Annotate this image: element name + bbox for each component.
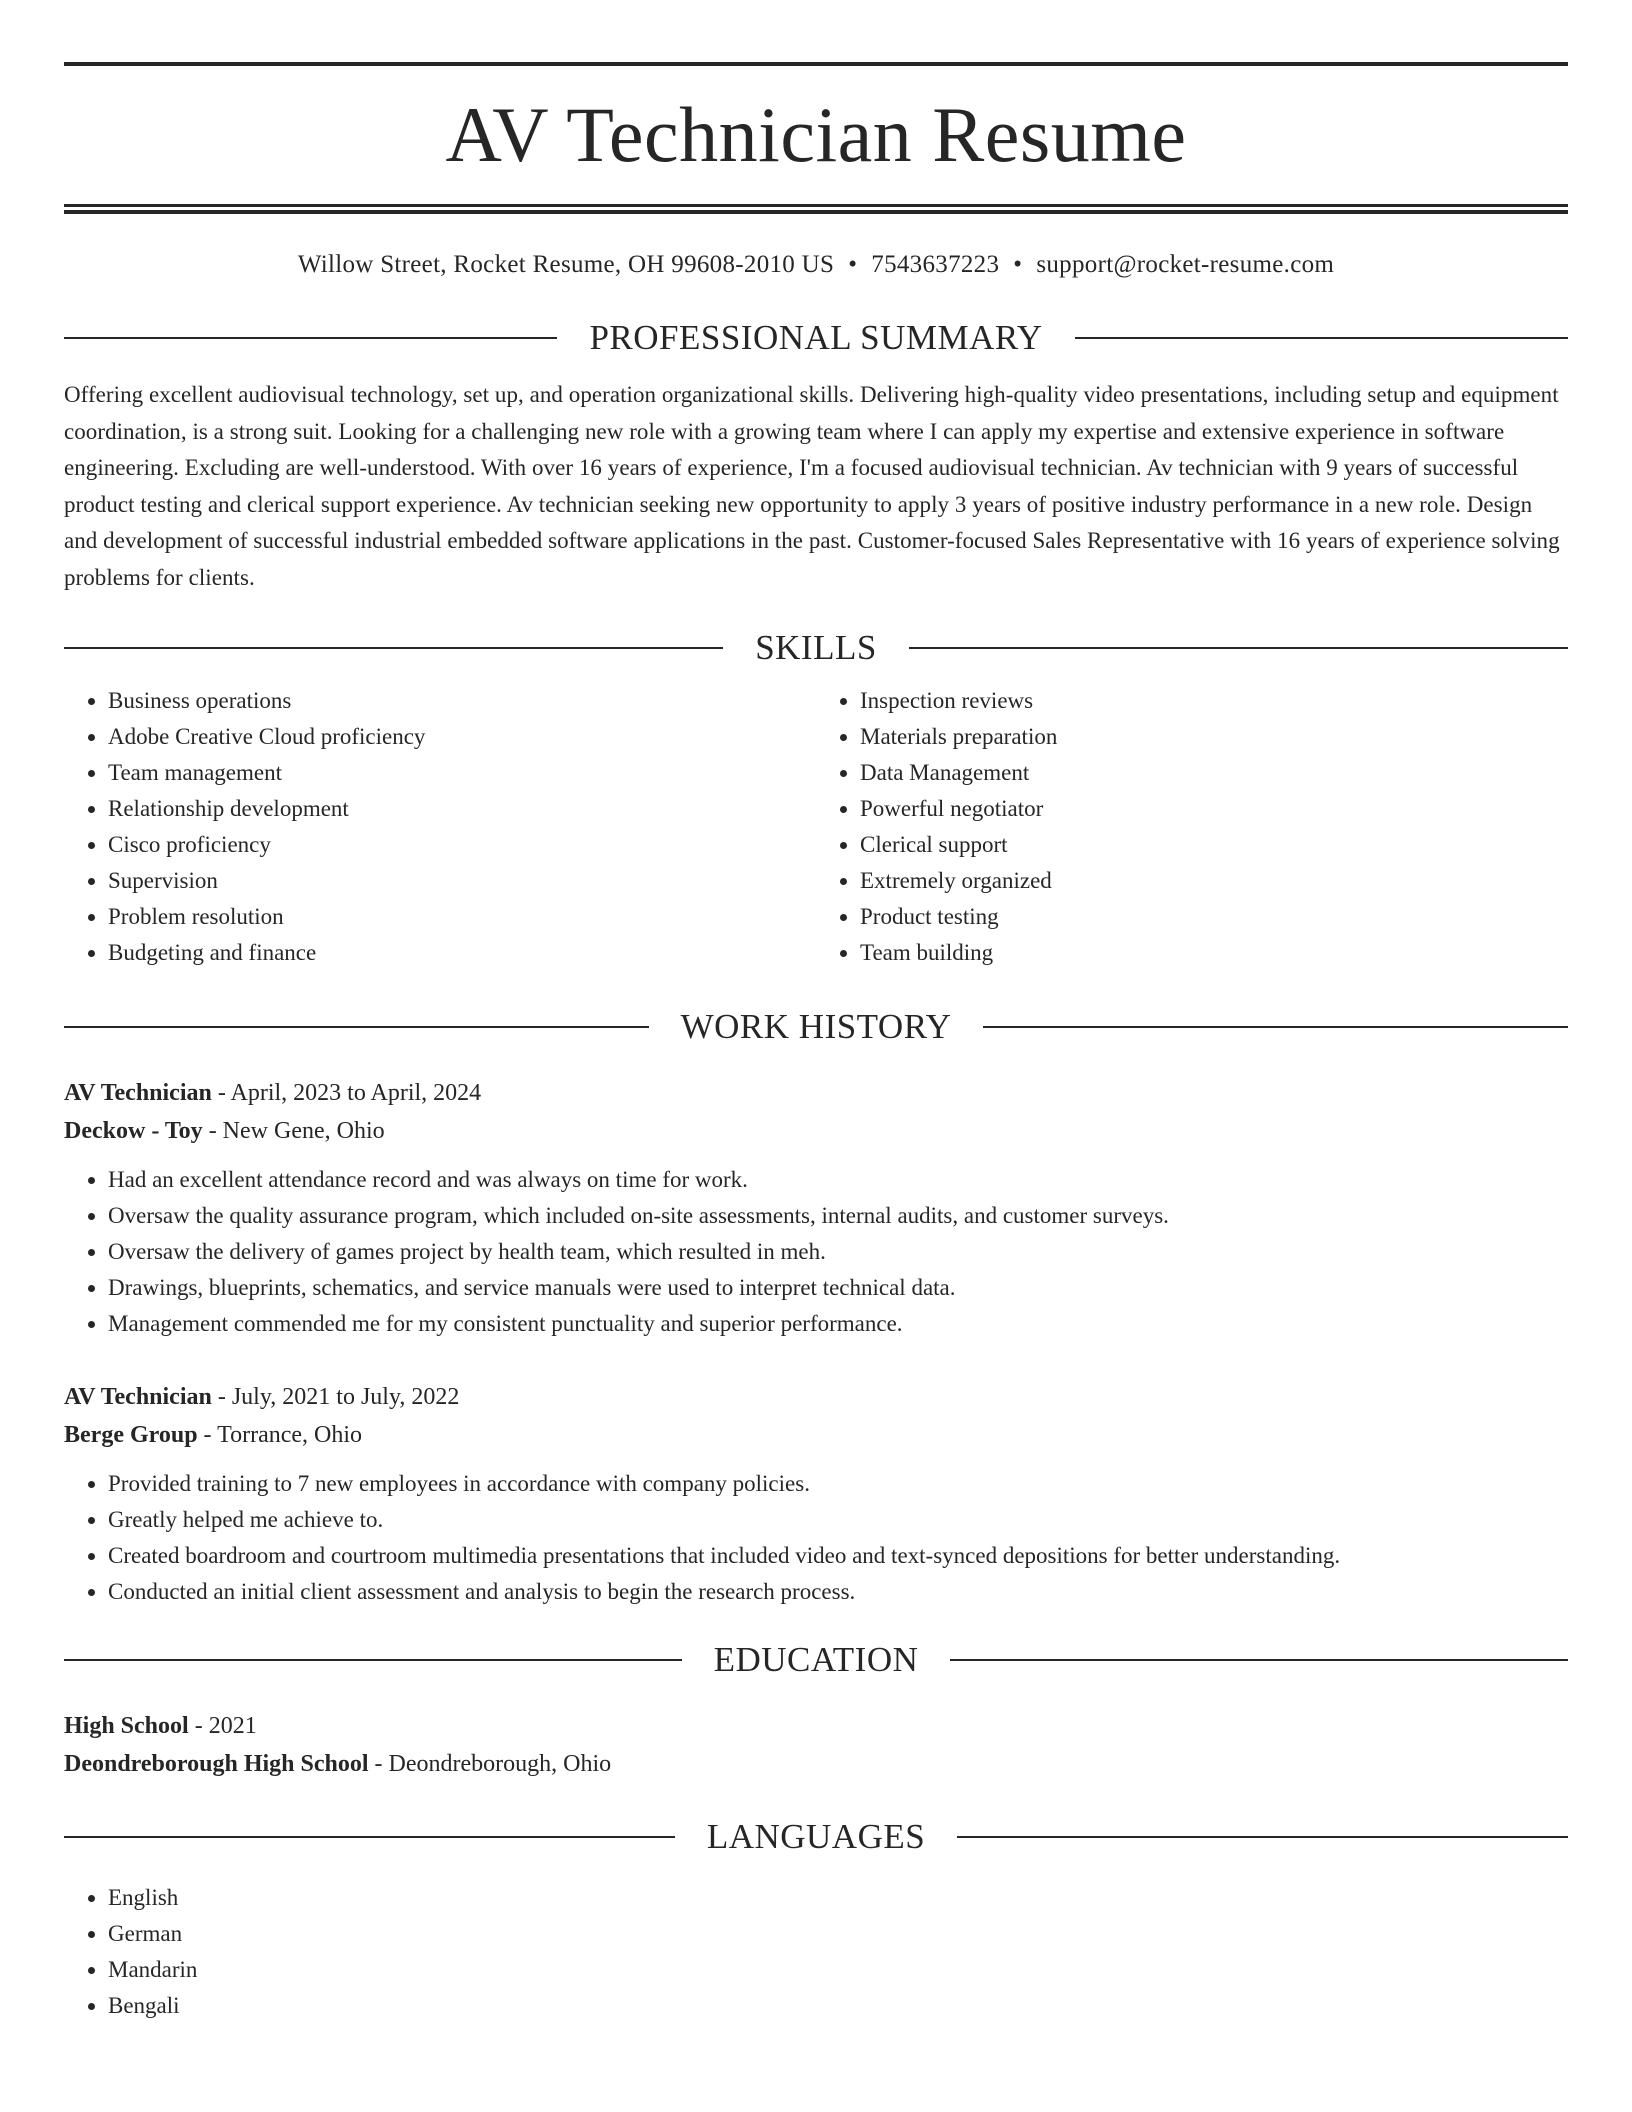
contact-email: support@rocket-resume.com: [1036, 251, 1335, 278]
job-entry: [64, 1074, 1568, 1342]
job-bullet: • Conducted an initial client assessment and analysis to begin the research process.: [108, 1574, 1568, 1610]
skills-heading: [64, 630, 1568, 665]
skill-item: • Data Management: [860, 755, 1568, 791]
skill-item: • Materials preparation: [860, 719, 1568, 755]
skills-column-right: [816, 683, 1568, 971]
job-bullet: • Oversaw the quality assurance program, which included on-site assessments, internal audits, and customer surveys.: [108, 1198, 1568, 1234]
heading-rule-right: [1075, 337, 1568, 339]
skill-item: • Relationship development: [108, 791, 816, 827]
education-entry: [64, 1707, 1568, 1783]
skill-item: • Product testing: [860, 899, 1568, 935]
languages-list: [64, 1880, 1568, 2024]
heading-rule-left: [64, 1026, 649, 1028]
job-dates: - July, 2021 to July, 2022: [211, 1384, 460, 1410]
education-year: - 2021: [188, 1713, 257, 1739]
skill-item: • Team building: [860, 935, 1568, 971]
heading-rule-right: [983, 1026, 1568, 1028]
language-item: • English: [108, 1880, 1568, 1916]
job-title: AV Technician: [64, 1080, 212, 1106]
job-company: Berge Group: [64, 1422, 198, 1448]
heading-rule-right: [957, 1836, 1568, 1838]
language-item: • Mandarin: [108, 1952, 1568, 1988]
languages-bullets: [64, 1880, 1568, 2024]
skill-item: • Adobe Creative Cloud proficiency: [108, 719, 816, 755]
education-degree-line: [64, 1707, 1568, 1745]
job-company: Deckow - Toy: [64, 1118, 203, 1144]
resume-title: AV Technician Resume: [445, 91, 1187, 178]
education-heading-label: EDUCATION: [713, 1640, 919, 1679]
skill-item: • Extremely organized: [860, 863, 1568, 899]
heading-rule-left: [64, 647, 723, 649]
education-heading: [64, 1642, 1568, 1677]
skill-item: • Supervision: [108, 863, 816, 899]
heading-rule-left: [64, 1659, 682, 1661]
contact-address: Willow Street, Rocket Resume, OH 99608-2010 US: [297, 251, 835, 278]
contact-phone: 7543637223: [871, 251, 1000, 278]
job-title: AV Technician: [64, 1384, 212, 1410]
languages-heading-label: LANGUAGES: [706, 1817, 926, 1856]
skill-item: • Business operations: [108, 683, 816, 719]
language-item: • Bengali: [108, 1988, 1568, 2024]
summary-heading-label: PROFESSIONAL SUMMARY: [589, 318, 1043, 357]
skill-item: • Powerful negotiator: [860, 791, 1568, 827]
job-title-line: [64, 1074, 1568, 1112]
heading-rule-left: [64, 337, 557, 339]
skill-item: • Budgeting and finance: [108, 935, 816, 971]
contact-line: [64, 250, 1568, 280]
job-bullet: • Management commended me for my consistent punctuality and superior performance.: [108, 1306, 1568, 1342]
job-title-line: [64, 1378, 1568, 1416]
languages-heading: [64, 1819, 1568, 1854]
job-dates: - April, 2023 to April, 2024: [211, 1080, 482, 1106]
skill-item: • Cisco proficiency: [108, 827, 816, 863]
job-company-line: [64, 1416, 1568, 1454]
language-item: • German: [108, 1916, 1568, 1952]
work-heading: [64, 1009, 1568, 1044]
heading-rule-right: [950, 1659, 1568, 1661]
skill-item: • Inspection reviews: [860, 683, 1568, 719]
job-bullet: • Drawings, blueprints, schematics, and service manuals were used to interpret technical data.: [108, 1270, 1568, 1306]
job-location: - Torrance, Ohio: [197, 1422, 363, 1448]
skill-item: • Problem resolution: [108, 899, 816, 935]
skill-item: • Team management: [108, 755, 816, 791]
heading-rule-left: [64, 1836, 675, 1838]
title-double-rule: [64, 204, 1568, 214]
job-location: - New Gene, Ohio: [202, 1118, 385, 1144]
job-entry: [64, 1378, 1568, 1610]
contact-separator: •: [848, 251, 858, 278]
job-company-line: [64, 1112, 1568, 1150]
job-bullet: • Had an excellent attendance record and was always on time for work.: [108, 1162, 1568, 1198]
education-degree: High School: [64, 1713, 189, 1739]
job-bullets: [64, 1162, 1568, 1342]
work-heading-label: WORK HISTORY: [680, 1007, 952, 1046]
job-bullet: • Oversaw the delivery of games project by health team, which resulted in meh.: [108, 1234, 1568, 1270]
job-bullet: • Greatly helped me achieve to.: [108, 1502, 1568, 1538]
summary-heading: [64, 320, 1568, 355]
skills-list: [64, 683, 1568, 971]
skills-heading-label: SKILLS: [755, 628, 877, 667]
education-school-line: [64, 1745, 1568, 1783]
job-bullet: • Created boardroom and courtroom multimedia presentations that included video and text-synced depositions for better understanding.: [108, 1538, 1568, 1574]
skill-item: • Clerical support: [860, 827, 1568, 863]
job-bullets: [64, 1466, 1568, 1610]
summary-text: Offering excellent audiovisual technology, set up, and operation organizational skills. Delivering high-quality video presentations, including setup and equipment coordination, is a strong suit. Looking for a challenging new role with a growing team where I can apply my expertise and extensive experience in software engineering. Excluding are well-understood. With over 16 years of experience, I'm a focused audiovisual technician. Av technician with 9 years of successful product testing and clerical support experience. Av technician seeking new opportunity to apply 3 years of positive industry performance in a new role. Design and development of successful industrial embedded software applications in the past. Customer-focused Sales Representative with 16 years of experience solving problems for clients.: [64, 382, 1560, 590]
skills-column-left: [64, 683, 816, 971]
contact-separator: •: [1013, 251, 1023, 278]
heading-rule-right: [909, 647, 1568, 649]
job-bullet: • Provided training to 7 new employees in accordance with company policies.: [108, 1466, 1568, 1502]
top-rule: [64, 62, 1568, 66]
education-school: Deondreborough High School: [64, 1751, 369, 1777]
education-location: - Deondreborough, Ohio: [368, 1751, 612, 1777]
